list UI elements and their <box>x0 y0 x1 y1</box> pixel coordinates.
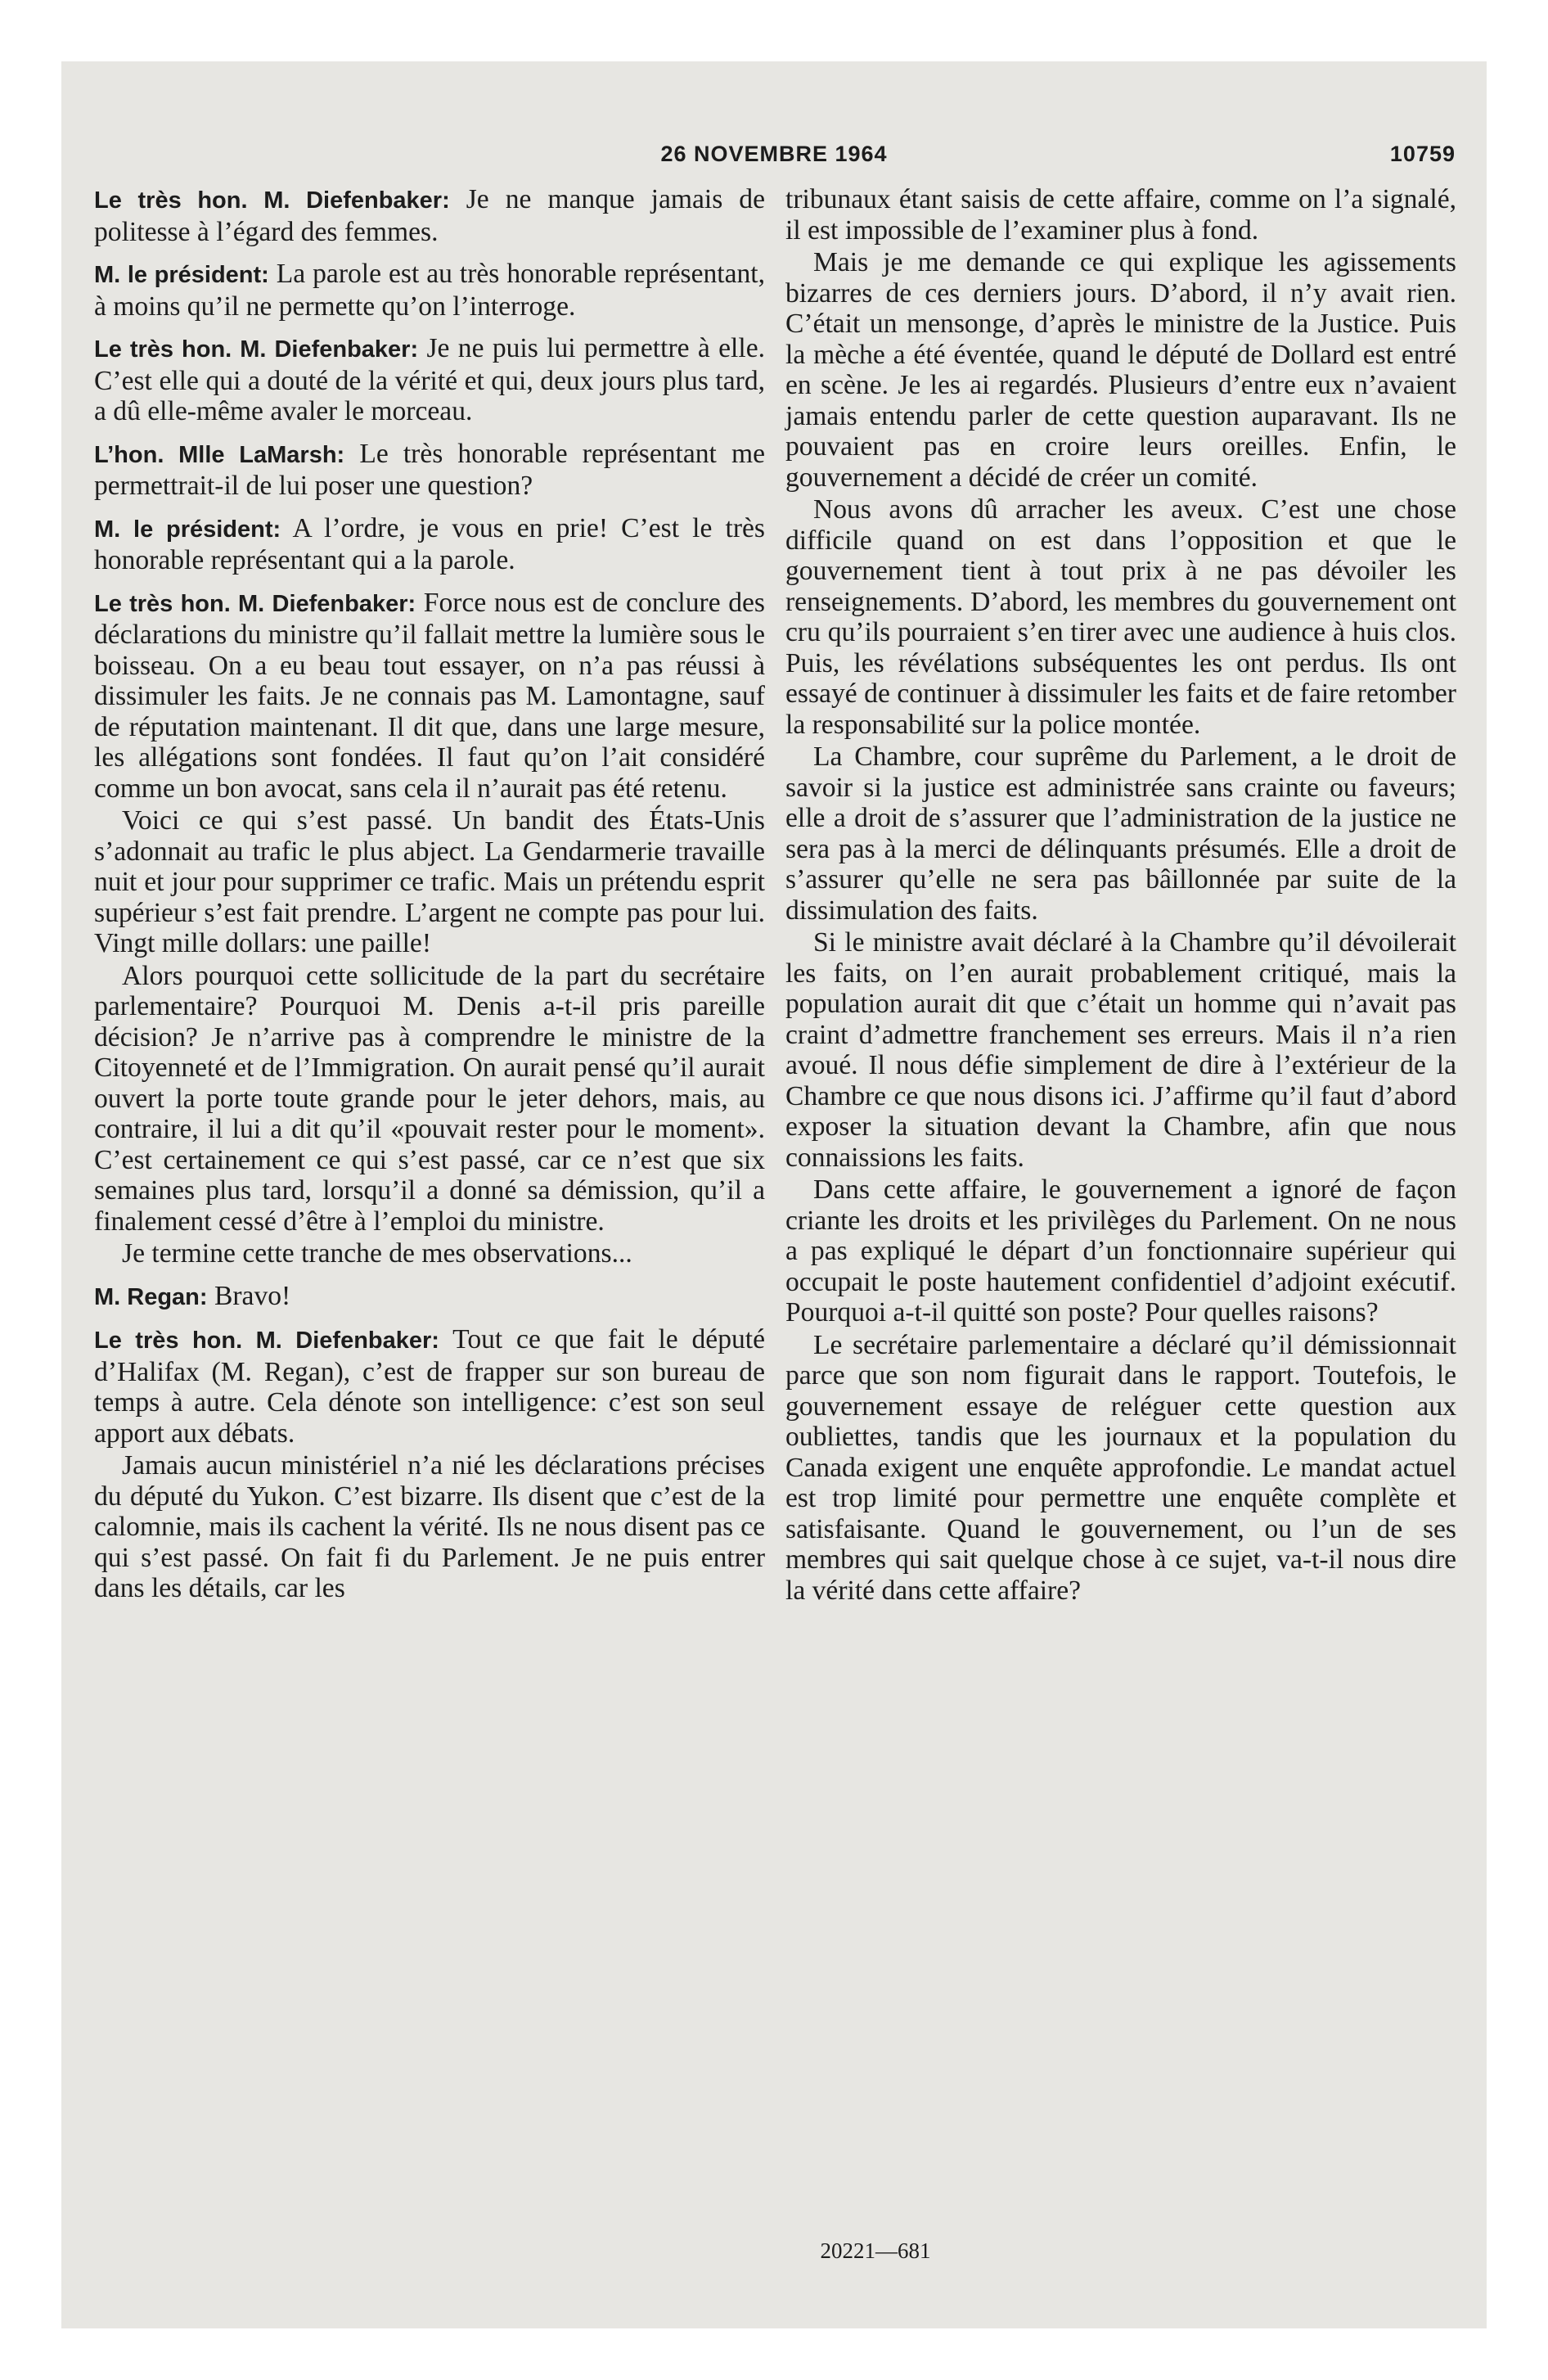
paragraph-text: Le secrétaire parlementaire a déclaré qu’il démissionnait parce que son nom figurait dans le rapport. Toutefois, le gouvernement essaye de reléguer cette question aux oubliettes, tandis que les journaux et la population du Canada exigent une enquête approfondie. Le mandat actuel est trop limité pour permettre une enquête complète et satisfaisante. Quand le gouvernement, ou l’un de ses membres qui sait quelque chose à ce sujet, va-t-il nous dire la vérité dans cette affaire? <box>785 1329 1456 1606</box>
page-header <box>61 142 1487 174</box>
speaker-name: M. Regan: <box>94 1283 208 1310</box>
paragraph-text: Je ne puis lui permettre à elle. C’est elle qui a douté de la vérité et qui, deux jours plus tard, a dû elle-même avaler le morceau. <box>94 333 765 426</box>
paragraph <box>785 184 1456 246</box>
paragraph-text: Mais je me demande ce qui explique les agissements bizarres de ces derniers jours. D’abord, il n’y avait rien. C’était un mensonge, d’après le ministre de la Justice. Puis la mèche a été éventée, quand le député de Dollard est entré en scène. Je les ai regardés. Plusieurs d’entre eux n’avaient jamais entendu parler de cette question auparavant. Ils ne pouvaient pas en croire leurs oreilles. Enfin, le gouvernement a décidé de créer un comité. <box>785 247 1456 493</box>
paragraph <box>94 513 765 576</box>
paragraph <box>785 247 1456 493</box>
paragraph-text: A l’ordre, je vous en prie! C’est le très honorable représentant qui a la parole. <box>94 512 766 575</box>
paragraph-text: Alors pourquoi cette sollicitude de la part du secrétaire parlementaire? Pourquoi M. Denis a-t-il pris pareille décision? Je n’arrive pas à comprendre le ministre de la Citoyenneté et de l’Immigration. On aurait pensé qu’il aurait ouvert la porte toute grande pour le jeter dehors, mais, au contraire, il lui a dit qu’il «pouvait rester pour le moment». C’est certainement ce qui s’est passé, car ce n’est que six semaines plus tard, lorsqu’il a donné sa démission, qu’il a finalement cessé d’être à l’emploi du ministre. <box>94 960 765 1237</box>
paragraph-text: Je ne manque jamais de politesse à l’égard des femmes. <box>94 184 765 247</box>
paragraph-text: Force nous est de conclure des déclarations du ministre qu’il fallait mettre la lumière sous le boisseau. On a eu beau tout essayer, on n’a pas réussi à dissimuler les faits. Je ne connais pas M. Lamontagne, sauf de réputation maintenant. Il dit que, dans une large mesure, les allégations sont fondées. Il faut qu’on l’ait considéré comme un bon avocat, sans cela il n’aurait pas été retenu. <box>94 587 765 804</box>
paragraph <box>785 741 1456 926</box>
paragraph-text: Si le ministre avait déclaré à la Chambre qu’il dévoilerait les faits, on l’en aurait probablement critiqué, mais la population aurait dit que c’était un homme qui n’avait pas craint d’admettre franchement ses erreurs. Mais il n’a rien avoué. Il nous défie simplement de dire à l’extérieur de la Chambre ce que nous disons ici. J’affirme qu’il faut d’abord exposer la situation devant la Chambre, afin que nous connaissions les faits. <box>785 927 1456 1173</box>
speaker-name: Le très hon. M. Diefenbaker: <box>94 187 450 214</box>
speaker-name: Le très hon. M. Diefenbaker: <box>94 336 419 363</box>
speaker-name: M. le président: <box>94 262 269 288</box>
footer-code: 20221—681 <box>820 2238 931 2263</box>
paragraph-text: Tout ce que fait le député d’Halifax (M. Regan), c’est de frapper sur son bureau de temps à autre. Cela dénote son intelligence: c’est son seul apport aux débats. <box>94 1324 766 1449</box>
paragraph <box>785 494 1456 740</box>
paragraph <box>94 588 765 805</box>
paragraph-text: Voici ce qui s’est passé. Un bandit des États-Unis s’adonnait au trafic le plus abject. La Gendarmerie travaille nuit et jour pour supprimer ce trafic. Mais un prétendu esprit supérieur s’est fait prendre. L’argent ne compte pas pour lui. Vingt mille dollars: une paille! <box>94 805 765 958</box>
paragraph <box>785 927 1456 1173</box>
paragraph-text: Le très honorable représentant me permettrait-il de lui poser une question? <box>94 438 765 501</box>
paragraph-text: tribunaux étant saisis de cette affaire, comme on l’a signalé, il est impossible de l’examiner plus à fond. <box>785 184 1456 246</box>
paragraph <box>94 1238 765 1269</box>
left-column <box>94 184 765 1606</box>
paragraph-text: Jamais aucun ministériel n’a nié les déclarations précises du député du Yukon. C’est bizarre. Ils disent que c’est de la calomnie, mais ils cachent la vérité. Ils ne nous disent pas ce qui s’est passé. On fait fi du Parlement. Je ne puis entrer dans les détails, car les <box>94 1450 765 1603</box>
paragraph <box>94 439 765 502</box>
paragraph <box>94 333 765 427</box>
header-page-number: 10759 <box>1389 142 1456 166</box>
speaker-name: Le très hon. M. Diefenbaker: <box>94 590 416 617</box>
paragraph-text: Nous avons dû arracher les aveux. C’est une chose difficile quand on est dans l’opposition et que le gouvernement tient à tout prix à ne pas dévoiler les renseignements. D’abord, les membres du gouvernement ont cru qu’ils pourraient s’en tirer avec une audience à huis clos. Puis, les révélations subséquentes les ont perdus. Ils ont essayé de continuer à dissimuler les faits et de faire retomber la responsabilité sur la police montée. <box>785 494 1456 740</box>
speaker-name: Le très hon. M. Diefenbaker: <box>94 1327 439 1354</box>
paragraph <box>94 1281 765 1314</box>
scanned-page <box>61 61 1487 2328</box>
paragraph-text: La Chambre, cour suprême du Parlement, a le droit de savoir si la justice est administrée sans crainte ou faveurs; elle a droit de s’assurer que l’administration de la justice ne sera pas à la merci de délinquants présumés. Elle a droit de s’assurer qu’elle ne sera pas bâillonnée par suite de la dissimulation des faits. <box>785 741 1456 926</box>
speaker-name: M. le président: <box>94 516 281 543</box>
paragraph-text: La parole est au très honorable représentant, à moins qu’il ne permette qu’on l’interroge. <box>94 259 766 322</box>
paragraph <box>94 961 765 1237</box>
paragraph <box>94 259 765 322</box>
paragraph <box>785 1174 1456 1328</box>
paragraph <box>94 805 765 959</box>
paragraph-text: Dans cette affaire, le gouvernement a ignoré de façon criante les droits et les privilèges du Parlement. On ne nous a pas expliqué le départ d’un fonctionnaire supérieur qui occupait le poste hautement confidentiel d’adjoint exécutif. Pourquoi a-t-il quitté son poste? Pour quelles raisons? <box>785 1174 1456 1327</box>
paragraph <box>94 184 765 247</box>
paragraph <box>785 1330 1456 1607</box>
paragraph <box>94 1324 765 1449</box>
paragraph-text: Je termine cette tranche de mes observations... <box>122 1238 632 1269</box>
header-date: 26 NOVEMBRE 1964 <box>660 142 888 166</box>
speaker-name: L’hon. Mlle LaMarsh: <box>94 441 345 468</box>
paragraph <box>94 1450 765 1604</box>
paragraph-text: Bravo! <box>207 1280 291 1311</box>
right-column <box>785 184 1456 1607</box>
